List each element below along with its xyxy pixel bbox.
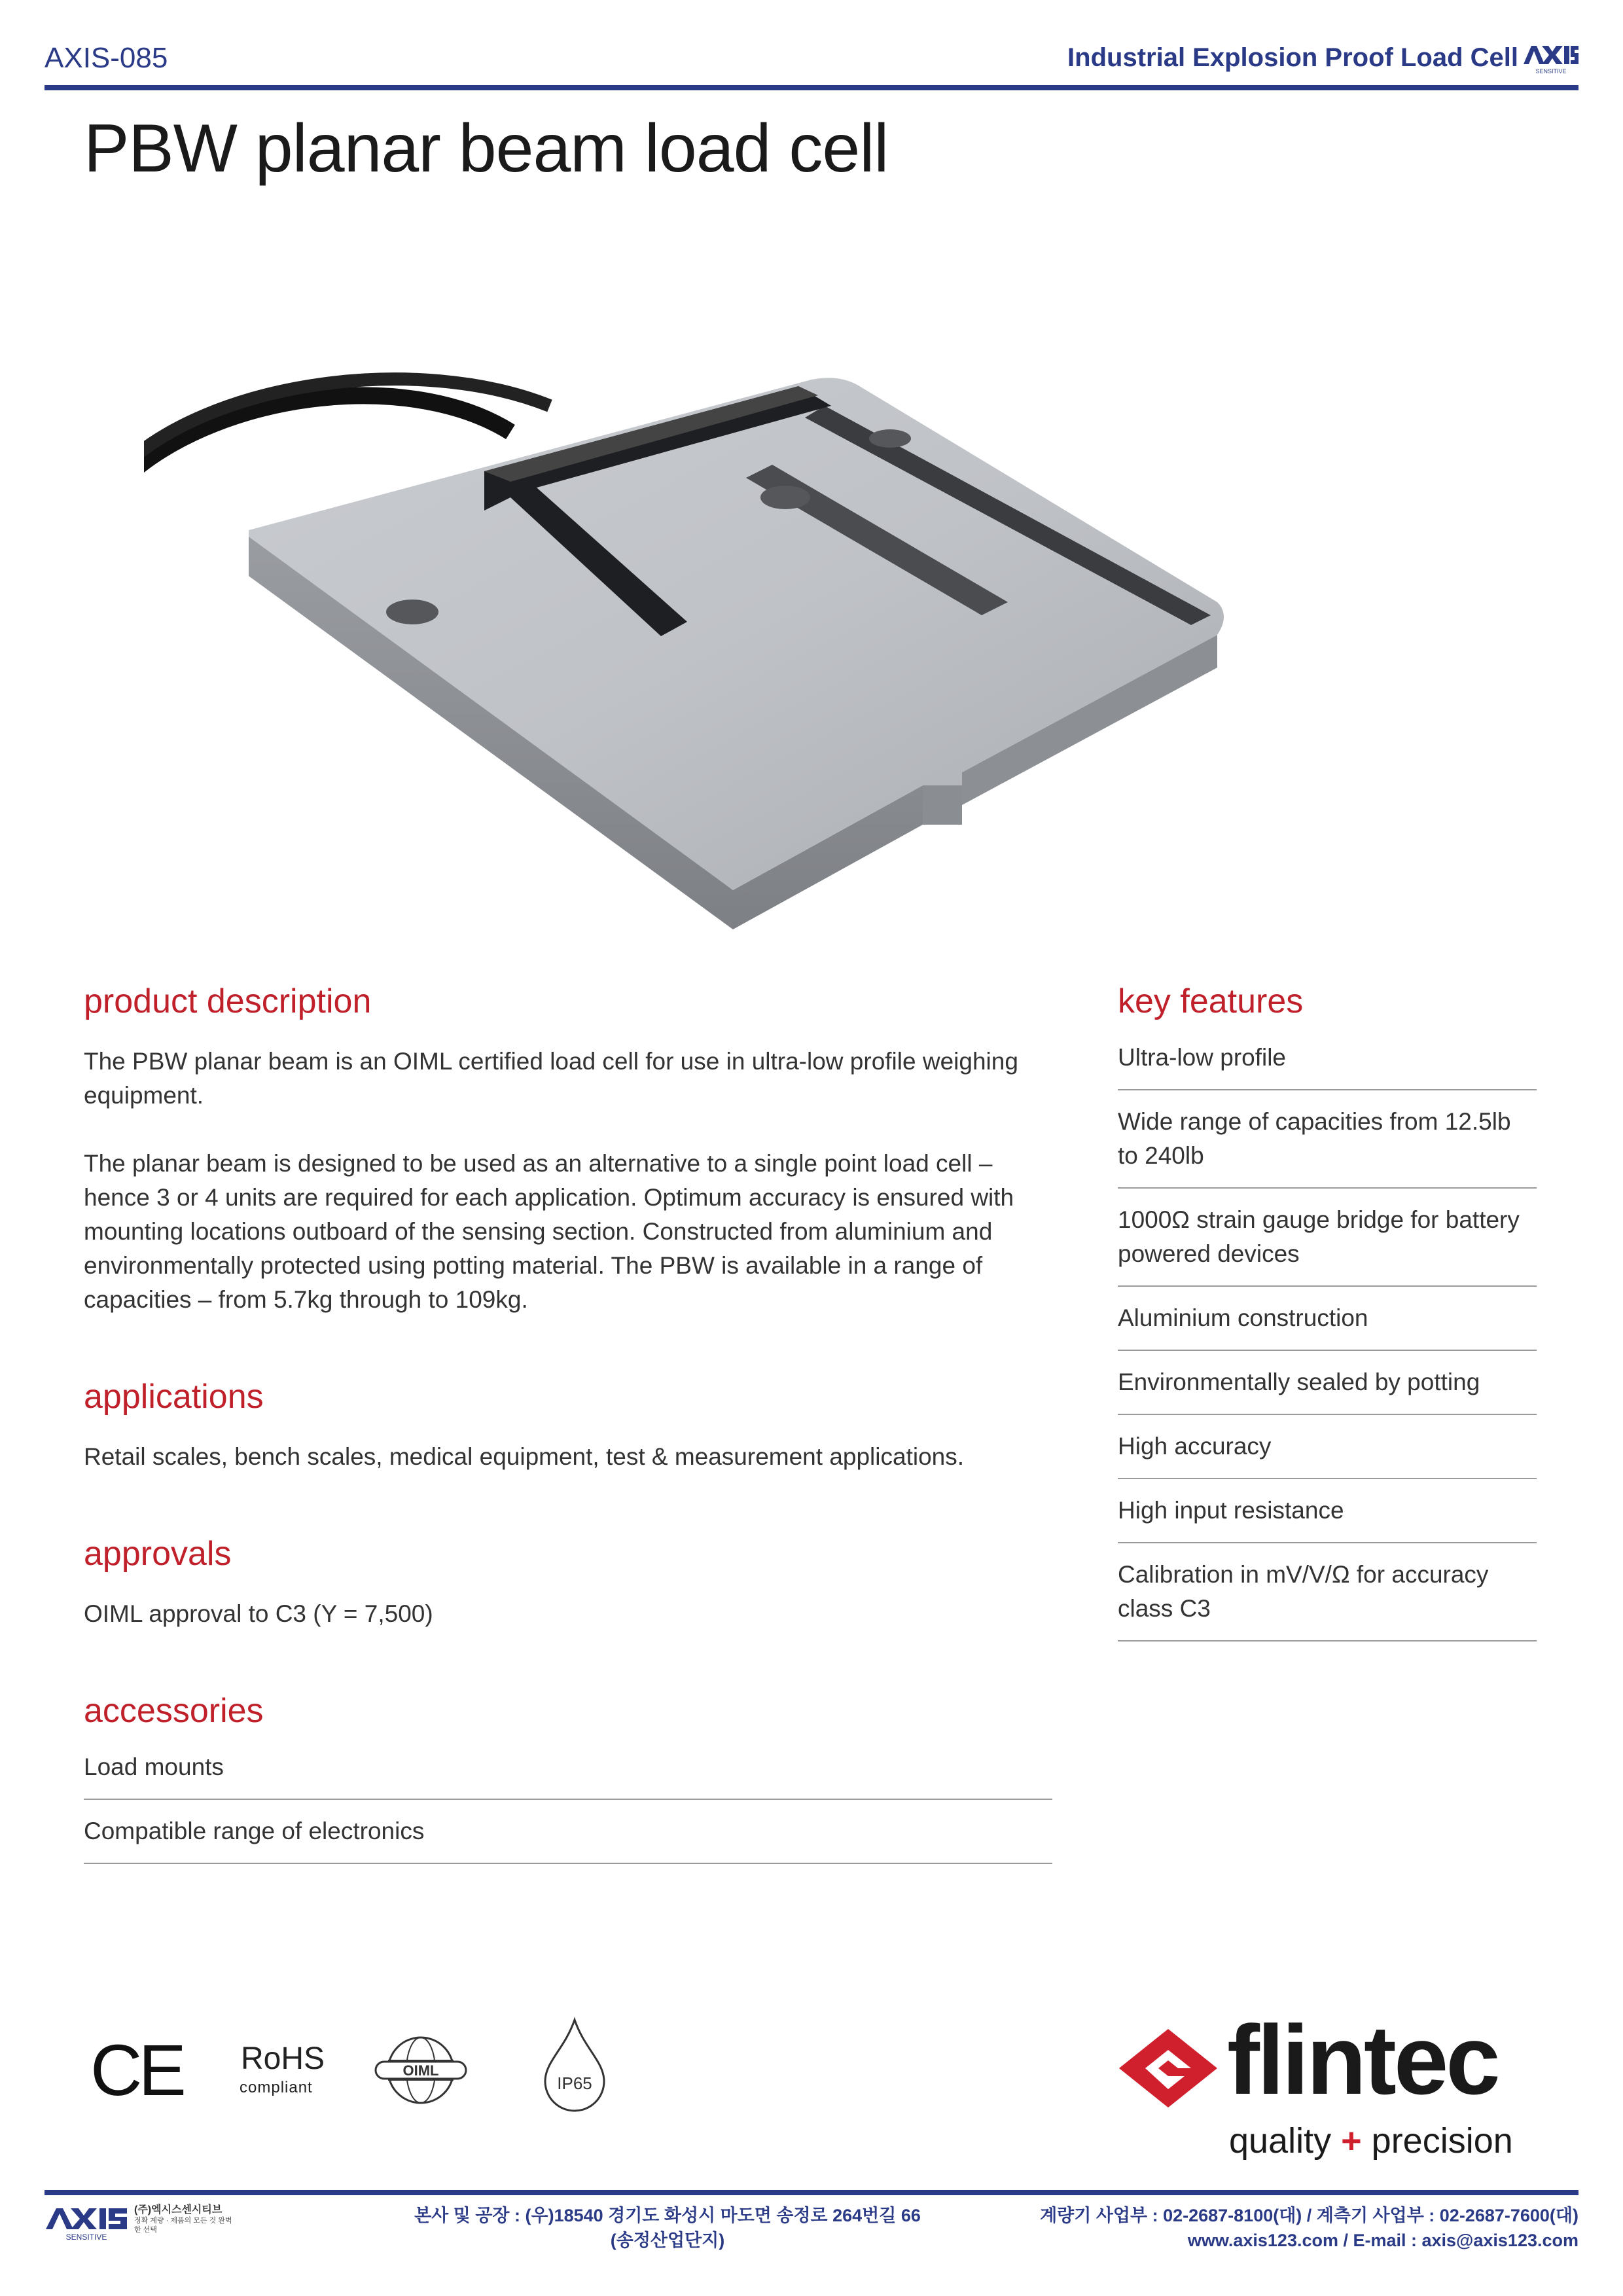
- tagline-precision: precision: [1371, 2121, 1513, 2161]
- left-column: [84, 982, 1052, 1864]
- ip65-label: IP65: [557, 2073, 592, 2093]
- footer-axis-logo-icon: [45, 2204, 130, 2244]
- accessories-heading: accessories: [84, 1692, 264, 1730]
- product-description-heading: product description: [84, 982, 372, 1020]
- flintec-tagline: [1229, 2121, 1513, 2161]
- doc-code: AXIS-085: [45, 42, 168, 74]
- axis-logo-icon: [1522, 41, 1578, 79]
- footer-company-name: (주)엑시스센시티브: [134, 2204, 223, 2215]
- flintec-mark-icon: [1106, 2022, 1230, 2114]
- product-image: [144, 367, 1355, 942]
- product-description-para-1: The PBW planar beam is an OIML certified load cell for use in ultra-low profile weighing equipment.: [84, 1048, 1018, 1109]
- footer-contact-phones: 계량기 사업부 : 02-2687-8100(대) / 계측기 사업부 : 02-2687-7600(대): [1040, 2206, 1578, 2225]
- right-column: [1118, 982, 1537, 1641]
- feature-item: Wide range of capacities from 12.5lb to 240lb: [1118, 1090, 1537, 1189]
- certification-row: [90, 2016, 614, 2114]
- accessory-item: Compatible range of electronics: [84, 1800, 1052, 1864]
- feature-item: High input resistance: [1118, 1479, 1537, 1543]
- ce-mark-icon: CE: [90, 2030, 183, 2111]
- feature-item: Calibration in mV/V/Ω for accuracy class C3: [1118, 1543, 1537, 1641]
- feature-item: Ultra-low profile: [1118, 1026, 1537, 1090]
- approvals-text: OIML approval to C3 (Y = 7,500): [84, 1600, 433, 1627]
- footer-company-sub: 정확 계량 · 제품의 모든 것 완벽한 선택: [134, 2217, 232, 2234]
- header-title: Industrial Explosion Proof Load Cell: [1067, 43, 1518, 72]
- header-rule: [45, 85, 1578, 90]
- flintec-wordmark: flintec: [1227, 2005, 1498, 2115]
- feature-item: Aluminium construction: [1118, 1287, 1537, 1351]
- product-description-para-2: The planar beam is designed to be used as an alternative to a single point load cell – hence 3 or 4 units are required for each application. Optimum accuracy is ensured with mounting locations outboard of the sensing section. Constructed from aluminium and environmentally protected using potting material. The PBW is available in a range of capacities – from 5.7kg through to 109kg.: [84, 1150, 1014, 1313]
- rohs-compliant-label: compliant: [240, 2079, 313, 2096]
- applications-heading: applications: [84, 1378, 264, 1416]
- feature-item: Environmentally sealed by potting: [1118, 1351, 1537, 1415]
- tagline-plus: +: [1341, 2121, 1362, 2161]
- flintec-logo: [1106, 2005, 1564, 2173]
- oiml-label: OIML: [402, 2062, 439, 2079]
- feature-item: High accuracy: [1118, 1415, 1537, 1479]
- page-title: PBW planar beam load cell: [84, 111, 889, 187]
- footer-rule: [45, 2190, 1578, 2195]
- footer-address-line-2: (송정산업단지): [610, 2231, 725, 2250]
- rohs-mark: RoHS: [241, 2041, 325, 2076]
- footer-contact-web[interactable]: www.axis123.com / E-mail : axis@axis123.com: [1187, 2231, 1578, 2250]
- approvals-heading: approvals: [84, 1535, 232, 1573]
- tagline-quality: quality: [1229, 2121, 1332, 2161]
- footer-company: [134, 2204, 232, 2234]
- footer-contact: [1040, 2203, 1578, 2253]
- footer-address-line-1: 본사 및 공장 : (우)18540 경기도 화성시 마도면 송정로 264번길 66: [414, 2206, 921, 2225]
- footer-address: [380, 2203, 955, 2253]
- oiml-mark-icon: [372, 2034, 470, 2106]
- ip65-drop-icon: [539, 2016, 611, 2114]
- footer-logo-sub: SENSITIVE: [65, 2233, 107, 2242]
- accessory-item: Load mounts: [84, 1736, 1052, 1800]
- feature-item: 1000Ω strain gauge bridge for battery powered devices: [1118, 1189, 1537, 1287]
- applications-text: Retail scales, bench scales, medical equipment, test & measurement applications.: [84, 1443, 965, 1470]
- axis-logo-sub: SENSITIVE: [1535, 68, 1567, 75]
- key-features-heading: key features: [1118, 982, 1304, 1020]
